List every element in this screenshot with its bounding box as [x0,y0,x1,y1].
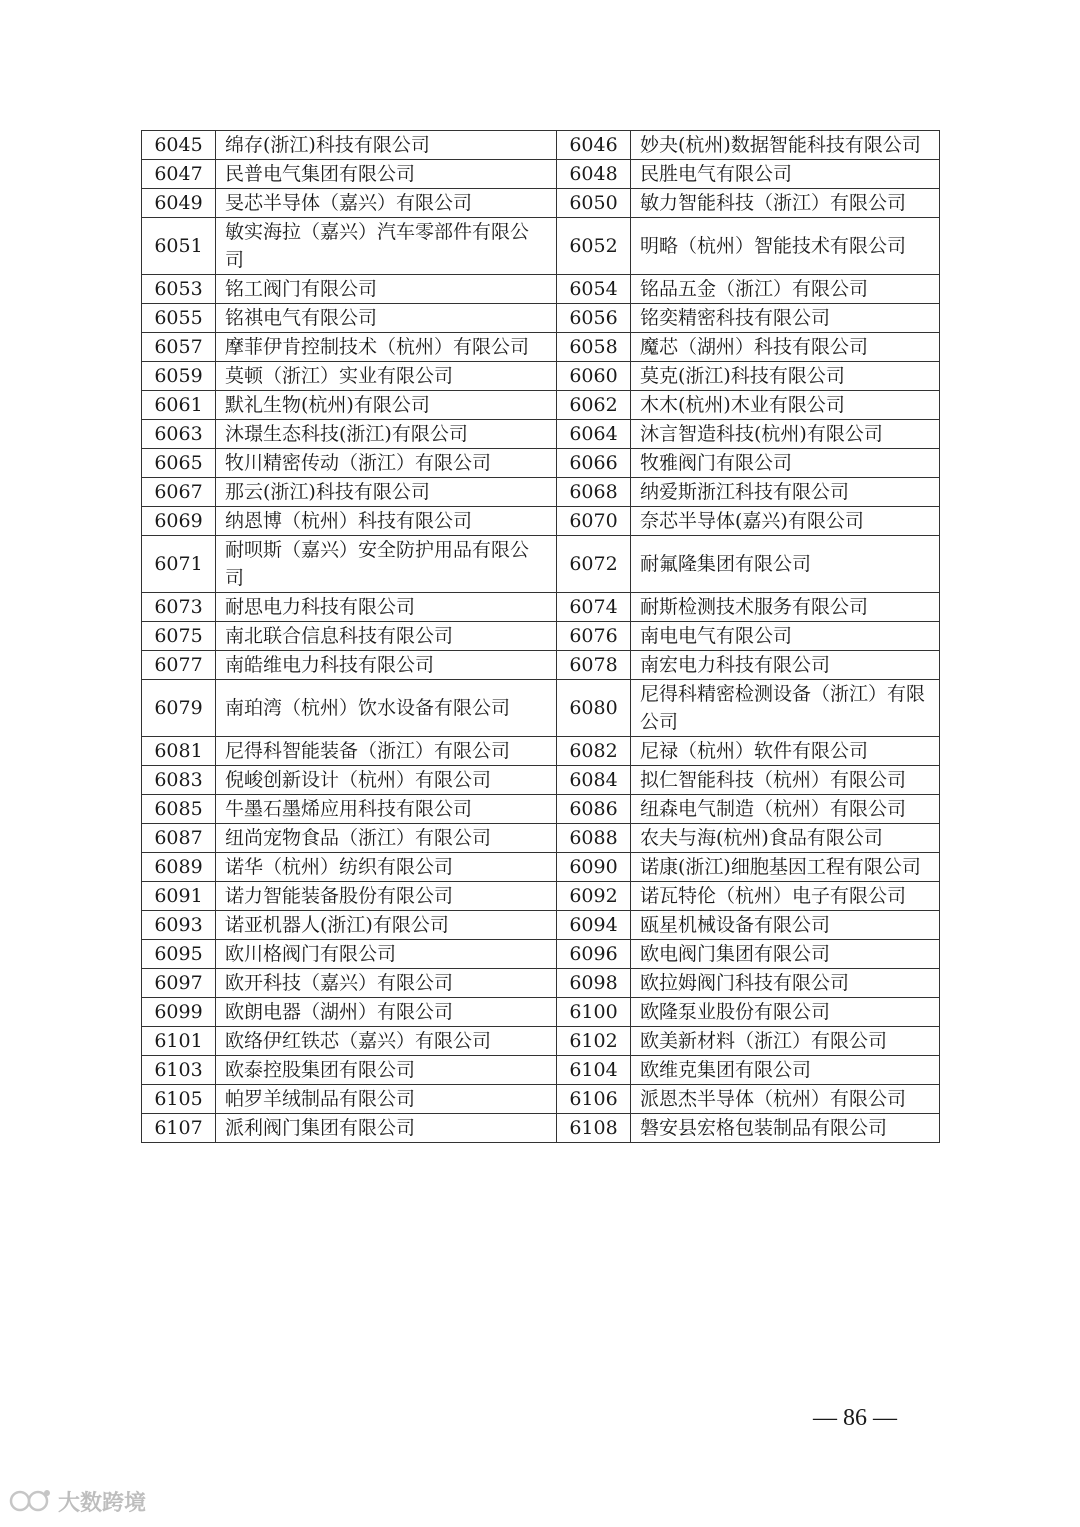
company-cell: 妙夬(杭州)数据智能科技有限公司 [631,131,940,160]
number-cell: 6093 [142,911,216,940]
number-cell: 6060 [557,362,631,391]
number-cell: 6059 [142,362,216,391]
number-cell: 6101 [142,1027,216,1056]
number-cell: 6067 [142,478,216,507]
number-cell: 6077 [142,651,216,680]
table-row [142,1027,940,1056]
table-row [142,275,940,304]
number-cell: 6076 [557,622,631,651]
table-row [142,478,940,507]
company-cell: 南电电气有限公司 [631,622,940,651]
company-cell: 敏实海拉（嘉兴）汽车零部件有限公司 [216,218,557,275]
company-cell: 欧朗电器（湖州）有限公司 [216,998,557,1027]
number-cell: 6078 [557,651,631,680]
company-cell: 欧川格阀门有限公司 [216,940,557,969]
number-cell: 6056 [557,304,631,333]
number-cell: 6079 [142,680,216,737]
company-cell: 倪峻创新设计（杭州）有限公司 [216,766,557,795]
company-cell: 沐璟生态科技(浙江)有限公司 [216,420,557,449]
number-cell: 6072 [557,536,631,593]
company-cell: 帕罗羊绒制品有限公司 [216,1085,557,1114]
table-row [142,824,940,853]
company-cell: 南北联合信息科技有限公司 [216,622,557,651]
company-cell: 耐斯检测技术服务有限公司 [631,593,940,622]
company-cell: 民胜电气有限公司 [631,160,940,189]
company-cell: 纽森电气制造（杭州）有限公司 [631,795,940,824]
company-cell: 纳爱斯浙江科技有限公司 [631,478,940,507]
table-row [142,911,940,940]
number-cell: 6090 [557,853,631,882]
number-cell: 6081 [142,737,216,766]
company-list-body [142,131,940,1143]
number-cell: 6087 [142,824,216,853]
number-cell: 6097 [142,969,216,998]
company-cell: 诺亚机器人(浙江)有限公司 [216,911,557,940]
table-row [142,131,940,160]
company-cell: 魔芯（湖州）科技有限公司 [631,333,940,362]
table-row [142,737,940,766]
table-row [142,680,940,737]
number-cell: 6062 [557,391,631,420]
watermark-logo-icon [8,1488,52,1514]
number-cell: 6096 [557,940,631,969]
company-cell: 尼禄（杭州）软件有限公司 [631,737,940,766]
company-cell: 南宏电力科技有限公司 [631,651,940,680]
number-cell: 6053 [142,275,216,304]
company-cell: 农夫与海(杭州)食品有限公司 [631,824,940,853]
company-cell: 铭奕精密科技有限公司 [631,304,940,333]
number-cell: 6085 [142,795,216,824]
number-cell: 6045 [142,131,216,160]
company-cell: 纳恩博（杭州）科技有限公司 [216,507,557,536]
company-cell: 牧雅阀门有限公司 [631,449,940,478]
number-cell: 6100 [557,998,631,1027]
number-cell: 6108 [557,1114,631,1143]
company-cell: 瓯星机械设备有限公司 [631,911,940,940]
company-cell: 纽尚宠物食品（浙江）有限公司 [216,824,557,853]
company-cell: 默礼生物(杭州)有限公司 [216,391,557,420]
number-cell: 6054 [557,275,631,304]
number-cell: 6071 [142,536,216,593]
table-row [142,940,940,969]
number-cell: 6091 [142,882,216,911]
company-cell: 耐思电力科技有限公司 [216,593,557,622]
company-cell: 民普电气集团有限公司 [216,160,557,189]
number-cell: 6064 [557,420,631,449]
company-cell: 牛墨石墨烯应用科技有限公司 [216,795,557,824]
company-cell: 尼得科智能装备（浙江）有限公司 [216,737,557,766]
company-cell: 南皓维电力科技有限公司 [216,651,557,680]
company-cell: 欧开科技（嘉兴）有限公司 [216,969,557,998]
page-number: — 86 — [813,1405,897,1431]
number-cell: 6069 [142,507,216,536]
number-cell: 6095 [142,940,216,969]
number-cell: 6104 [557,1056,631,1085]
number-cell: 6105 [142,1085,216,1114]
company-cell: 欧泰控股集团有限公司 [216,1056,557,1085]
company-cell: 欧隆泵业股份有限公司 [631,998,940,1027]
company-cell: 奈芯半导体(嘉兴)有限公司 [631,507,940,536]
company-cell: 欧电阀门集团有限公司 [631,940,940,969]
table-row [142,189,940,218]
company-cell: 旻芯半导体（嘉兴）有限公司 [216,189,557,218]
company-cell: 欧美新材料（浙江）有限公司 [631,1027,940,1056]
company-cell: 铭祺电气有限公司 [216,304,557,333]
table-row [142,420,940,449]
company-cell: 铭工阀门有限公司 [216,275,557,304]
number-cell: 6058 [557,333,631,362]
table-row [142,536,940,593]
company-cell: 铭品五金（浙江）有限公司 [631,275,940,304]
number-cell: 6088 [557,824,631,853]
number-cell: 6092 [557,882,631,911]
table-row [142,882,940,911]
table-row [142,766,940,795]
number-cell: 6051 [142,218,216,275]
table-row [142,969,940,998]
table-row [142,304,940,333]
company-cell: 莫顿（浙江）实业有限公司 [216,362,557,391]
table-row [142,449,940,478]
company-cell: 诺瓦特伦（杭州）电子有限公司 [631,882,940,911]
company-cell: 南珀湾（杭州）饮水设备有限公司 [216,680,557,737]
company-cell: 欧拉姆阀门科技有限公司 [631,969,940,998]
company-cell: 拟仁智能科技（杭州）有限公司 [631,766,940,795]
company-cell: 摩菲伊肯控制技术（杭州）有限公司 [216,333,557,362]
company-cell: 莫克(浙江)科技有限公司 [631,362,940,391]
table-row [142,1056,940,1085]
number-cell: 6049 [142,189,216,218]
watermark-text: 大数跨境 [58,1490,147,1516]
table-row [142,333,940,362]
table-row [142,1114,940,1143]
number-cell: 6106 [557,1085,631,1114]
number-cell: 6099 [142,998,216,1027]
company-cell: 诺康(浙江)细胞基因工程有限公司 [631,853,940,882]
table-row [142,651,940,680]
number-cell: 6070 [557,507,631,536]
number-cell: 6107 [142,1114,216,1143]
number-cell: 6082 [557,737,631,766]
number-cell: 6061 [142,391,216,420]
number-cell: 6055 [142,304,216,333]
company-cell: 诺华（杭州）纺织有限公司 [216,853,557,882]
number-cell: 6047 [142,160,216,189]
company-cell: 欧维克集团有限公司 [631,1056,940,1085]
number-cell: 6102 [557,1027,631,1056]
company-cell: 派利阀门集团有限公司 [216,1114,557,1143]
number-cell: 6052 [557,218,631,275]
company-cell: 那云(浙江)科技有限公司 [216,478,557,507]
number-cell: 6083 [142,766,216,795]
number-cell: 6057 [142,333,216,362]
number-cell: 6080 [557,680,631,737]
number-cell: 6063 [142,420,216,449]
number-cell: 6098 [557,969,631,998]
number-cell: 6065 [142,449,216,478]
watermark [8,1486,146,1516]
company-cell: 耐氟隆集团有限公司 [631,536,940,593]
company-cell: 派恩杰半导体（杭州）有限公司 [631,1085,940,1114]
number-cell: 6075 [142,622,216,651]
company-cell: 绵存(浙江)科技有限公司 [216,131,557,160]
number-cell: 6103 [142,1056,216,1085]
company-cell: 木木(杭州)木业有限公司 [631,391,940,420]
table-row [142,362,940,391]
table-row [142,622,940,651]
number-cell: 6046 [557,131,631,160]
company-cell: 欧络伊红铁芯（嘉兴）有限公司 [216,1027,557,1056]
table-row [142,507,940,536]
table-row [142,998,940,1027]
number-cell: 6074 [557,593,631,622]
table-row [142,391,940,420]
company-cell: 磐安县宏格包装制品有限公司 [631,1114,940,1143]
table-row [142,853,940,882]
number-cell: 6084 [557,766,631,795]
table-row [142,1085,940,1114]
company-cell: 牧川精密传动（浙江）有限公司 [216,449,557,478]
number-cell: 6089 [142,853,216,882]
number-cell: 6073 [142,593,216,622]
number-cell: 6086 [557,795,631,824]
number-cell: 6094 [557,911,631,940]
number-cell: 6066 [557,449,631,478]
company-cell: 诺力智能装备股份有限公司 [216,882,557,911]
company-cell: 耐呗斯（嘉兴）安全防护用品有限公司 [216,536,557,593]
company-list-table [141,130,940,1143]
table-row [142,795,940,824]
table-row [142,160,940,189]
number-cell: 6050 [557,189,631,218]
company-cell: 敏力智能科技（浙江）有限公司 [631,189,940,218]
company-cell: 明略（杭州）智能技术有限公司 [631,218,940,275]
number-cell: 6048 [557,160,631,189]
company-cell: 沐言智造科技(杭州)有限公司 [631,420,940,449]
table-row [142,218,940,275]
number-cell: 6068 [557,478,631,507]
company-cell: 尼得科精密检测设备（浙江）有限公司 [631,680,940,737]
table-row [142,593,940,622]
